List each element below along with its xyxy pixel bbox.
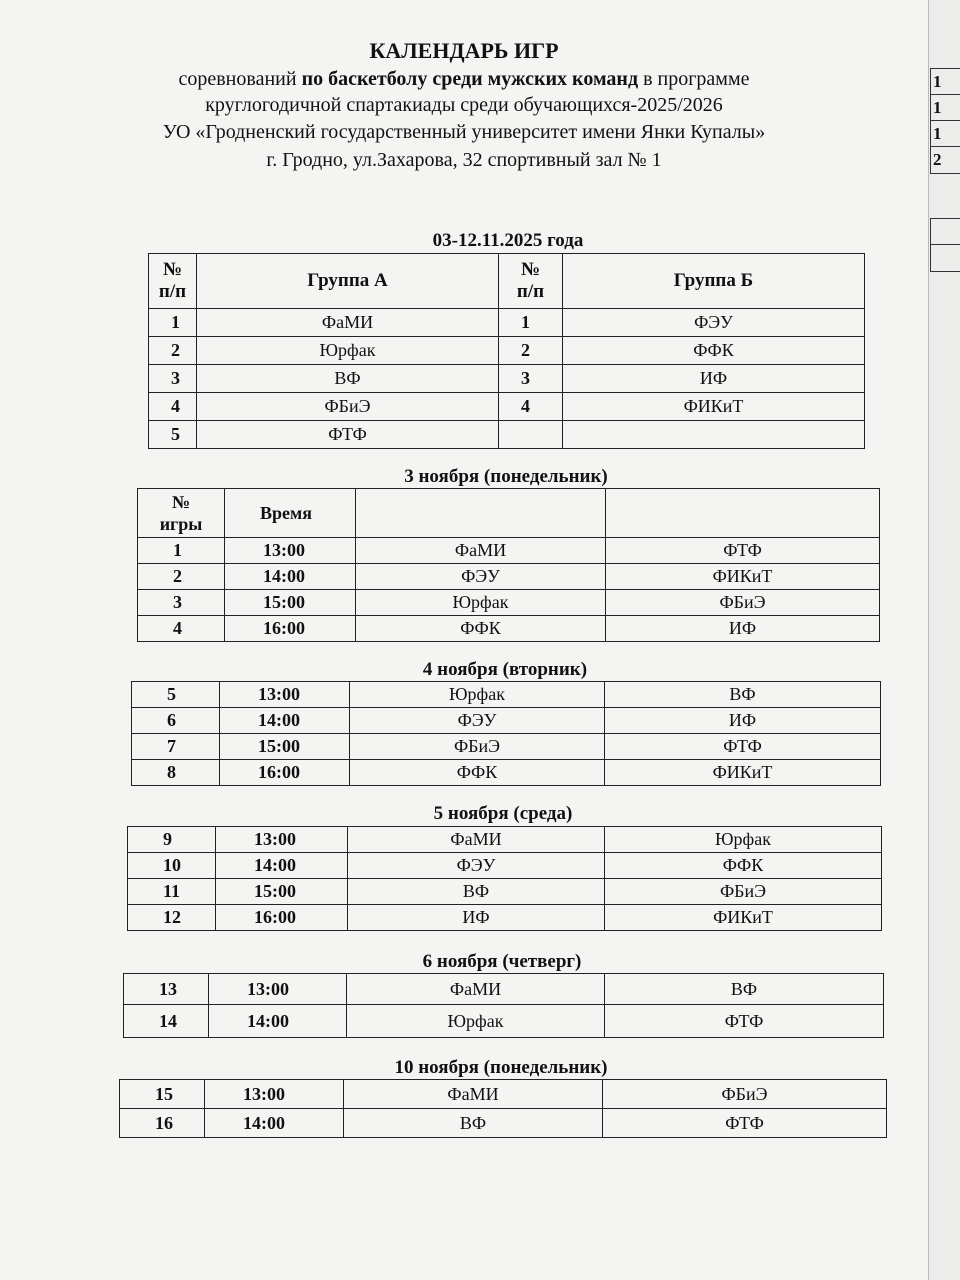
group-b-num — [499, 421, 563, 449]
table-row — [132, 682, 881, 708]
subtitle-line-3: УО «Гродненский государственный университет имени Янки Купалы» — [162, 121, 766, 143]
table-row — [120, 1109, 887, 1138]
team-2: ФТФ — [603, 1109, 887, 1138]
game-num-text: игры — [159, 514, 203, 534]
game-num: 14 — [124, 1005, 209, 1038]
group-b-team: ИФ — [563, 365, 865, 393]
group-a-team: ВФ — [197, 365, 499, 393]
table-row — [124, 1005, 884, 1038]
table-row — [138, 616, 880, 642]
table-row — [124, 974, 884, 1005]
game-time: 16:00 — [220, 760, 350, 786]
games-header-row — [138, 489, 880, 538]
team-1: ФФК — [356, 616, 606, 642]
group-a-num: 4 — [149, 393, 197, 421]
game-num: 10 — [128, 853, 216, 879]
team-1: ФЭУ — [348, 853, 605, 879]
game-time: 15:00 — [216, 879, 348, 905]
game-num: 15 — [120, 1080, 205, 1109]
game-time: 14:00 — [225, 564, 356, 590]
subtitle-line-1-start: соревнований — [178, 68, 302, 90]
adjacent-page-cell — [930, 244, 960, 272]
game-time: 14:00 — [205, 1109, 344, 1138]
team-1: Юрфак — [350, 682, 605, 708]
subtitle-line-1-end: в программе — [638, 68, 750, 90]
table-row — [128, 905, 882, 931]
adjacent-page-cell — [930, 218, 960, 245]
table-row — [149, 337, 865, 365]
game-time: 14:00 — [220, 708, 350, 734]
team-2: ФТФ — [605, 734, 881, 760]
groups-num-header-b — [499, 254, 563, 309]
game-num: 12 — [128, 905, 216, 931]
game-num: 3 — [138, 590, 225, 616]
num-header-sign: № — [520, 259, 541, 280]
adjacent-page-cell — [930, 120, 960, 147]
day-title: 3 ноября (понедельник) — [404, 466, 608, 487]
table-row — [149, 365, 865, 393]
groups-num-header-a — [149, 254, 197, 309]
team-2: ФТФ — [605, 1005, 884, 1038]
group-b-num: 1 — [499, 309, 563, 337]
game-num: 4 — [138, 616, 225, 642]
time-header: Время — [225, 489, 356, 538]
game-num: 13 — [124, 974, 209, 1005]
table-row — [138, 590, 880, 616]
num-header-text: п/п — [158, 281, 187, 302]
team-1: Юрфак — [356, 590, 606, 616]
groups-header-row — [149, 254, 865, 309]
team-2: ФИКиТ — [606, 564, 880, 590]
table-row — [120, 1080, 887, 1109]
group-a-team: ФТФ — [197, 421, 499, 449]
team-1: Юрфак — [347, 1005, 605, 1038]
team-2: ФБиЭ — [606, 590, 880, 616]
team-1-header — [356, 489, 606, 538]
day-title: 4 ноября (вторник) — [422, 659, 588, 680]
games-table-day-4 — [123, 973, 884, 1038]
game-num: 16 — [120, 1109, 205, 1138]
games-table-day-3 — [127, 826, 882, 931]
day-title: 10 ноября (понедельник) — [394, 1057, 608, 1078]
games-table-day-2 — [131, 681, 881, 786]
table-row — [128, 879, 882, 905]
table-row — [128, 827, 882, 853]
group-b-team: ФИКиТ — [563, 393, 865, 421]
adjacent-page-digit: 1 — [933, 124, 942, 143]
group-b-num: 4 — [499, 393, 563, 421]
team-1: ФаМИ — [356, 538, 606, 564]
game-num: 8 — [132, 760, 220, 786]
team-2: Юрфак — [605, 827, 882, 853]
games-table-day-1 — [137, 488, 880, 642]
adjacent-page-digit: 2 — [933, 150, 942, 169]
table-row — [128, 853, 882, 879]
game-time: 15:00 — [225, 590, 356, 616]
game-time: 16:00 — [225, 616, 356, 642]
num-header-text: п/п — [516, 281, 545, 302]
table-row — [132, 734, 881, 760]
team-1: ФБиЭ — [350, 734, 605, 760]
game-num: 5 — [132, 682, 220, 708]
table-row — [149, 309, 865, 337]
adjacent-page-cell — [930, 94, 960, 121]
team-1: ФаМИ — [344, 1080, 603, 1109]
group-b-team: ФЭУ — [563, 309, 865, 337]
period-title: 03-12.11.2025 года — [432, 230, 584, 251]
team-1: ФЭУ — [356, 564, 606, 590]
game-time: 16:00 — [216, 905, 348, 931]
team-1: ФаМИ — [347, 974, 605, 1005]
group-a-num: 5 — [149, 421, 197, 449]
adjacent-page-edge — [928, 0, 960, 1280]
team-1: ВФ — [344, 1109, 603, 1138]
group-a-header: Группа А — [197, 254, 499, 309]
game-num: 2 — [138, 564, 225, 590]
subtitle-line-1 — [0, 66, 928, 93]
group-a-num: 1 — [149, 309, 197, 337]
table-row — [132, 708, 881, 734]
team-2: ВФ — [605, 682, 881, 708]
subtitle-line-4: г. Гродно, ул.Захарова, 32 спортивный зал № 1 — [266, 149, 662, 171]
team-2: ИФ — [605, 708, 881, 734]
groups-table — [148, 253, 865, 449]
team-2: ФФК — [605, 853, 882, 879]
group-a-team: ФБиЭ — [197, 393, 499, 421]
game-time: 14:00 — [209, 1005, 347, 1038]
adjacent-page-digit: 1 — [933, 98, 942, 117]
group-a-num: 3 — [149, 365, 197, 393]
game-time: 13:00 — [225, 538, 356, 564]
table-row — [149, 393, 865, 421]
team-2: ФИКиТ — [605, 760, 881, 786]
team-2: ФТФ — [606, 538, 880, 564]
team-1: ФаМИ — [348, 827, 605, 853]
team-1: ИФ — [348, 905, 605, 931]
game-time: 13:00 — [205, 1080, 344, 1109]
team-2: ИФ — [606, 616, 880, 642]
game-time: 13:00 — [209, 974, 347, 1005]
team-1: ФФК — [350, 760, 605, 786]
group-b-num: 3 — [499, 365, 563, 393]
day-title: 6 ноября (четверг) — [422, 951, 582, 972]
game-time: 14:00 — [216, 853, 348, 879]
group-a-num: 2 — [149, 337, 197, 365]
game-time: 13:00 — [216, 827, 348, 853]
subtitle-line-1-bold: по баскетболу среди мужских команд — [301, 68, 639, 90]
table-row — [132, 760, 881, 786]
game-num: 7 — [132, 734, 220, 760]
game-num-sign: № — [171, 492, 191, 512]
team-1: ВФ — [348, 879, 605, 905]
adjacent-page-digit: 1 — [933, 72, 942, 91]
table-row — [138, 564, 880, 590]
team-2: ФИКиТ — [605, 905, 882, 931]
team-2-header — [606, 489, 880, 538]
team-1: ФЭУ — [350, 708, 605, 734]
game-num: 11 — [128, 879, 216, 905]
group-b-team — [563, 421, 865, 449]
group-b-num: 2 — [499, 337, 563, 365]
adjacent-page-cell — [930, 146, 960, 174]
table-row — [138, 538, 880, 564]
document-title: КАЛЕНДАРЬ ИГР — [369, 38, 559, 63]
subtitle-line-2: круглогодичной спартакиады среди обучающихся-2025/2026 — [205, 94, 723, 116]
group-b-team: ФФК — [563, 337, 865, 365]
game-num-header — [138, 489, 225, 538]
team-2: ФБиЭ — [603, 1080, 887, 1109]
table-row — [149, 421, 865, 449]
day-title: 5 ноября (среда) — [433, 803, 573, 824]
game-time: 15:00 — [220, 734, 350, 760]
group-a-team: Юрфак — [197, 337, 499, 365]
group-b-header: Группа Б — [563, 254, 865, 309]
game-num: 9 — [128, 827, 216, 853]
game-num: 1 — [138, 538, 225, 564]
group-a-team: ФаМИ — [197, 309, 499, 337]
team-2: ВФ — [605, 974, 884, 1005]
team-2: ФБиЭ — [605, 879, 882, 905]
game-num: 6 — [132, 708, 220, 734]
game-time: 13:00 — [220, 682, 350, 708]
games-table-day-5 — [119, 1079, 887, 1138]
num-header-sign: № — [162, 259, 183, 280]
adjacent-page-cell — [930, 68, 960, 95]
